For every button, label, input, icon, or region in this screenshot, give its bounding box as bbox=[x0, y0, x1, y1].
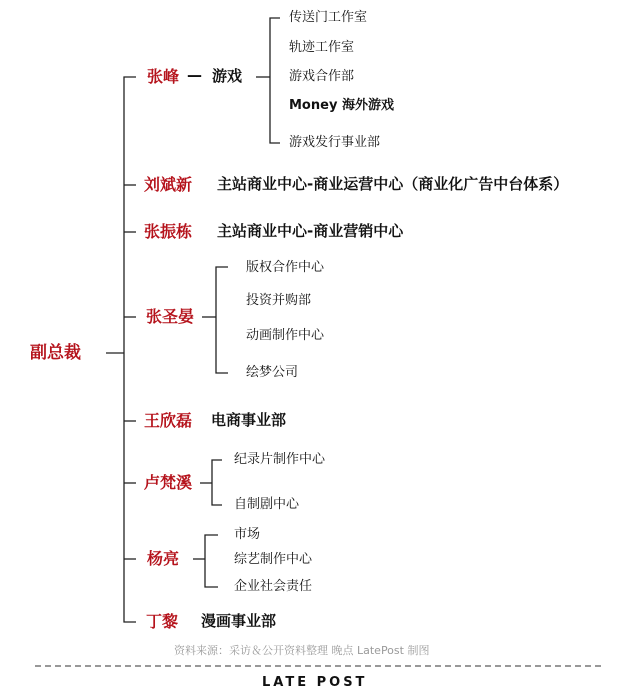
executive-name: 张振栋 bbox=[144, 222, 193, 241]
unit-label: 游戏合作部 bbox=[289, 69, 355, 84]
unit-label: 综艺制作中心 bbox=[234, 552, 313, 567]
unit-label: 漫画事业部 bbox=[201, 612, 277, 630]
executive-name: 卢梵溪 bbox=[144, 473, 193, 492]
executive-name: 王欣磊 bbox=[144, 411, 193, 430]
unit-label: 企业社会责任 bbox=[234, 579, 313, 594]
game-bracket bbox=[270, 18, 280, 143]
unit-label: 主站商业中心-商业运营中心（商业化广告中台体系） bbox=[217, 175, 569, 193]
unit-label: 动画制作中心 bbox=[246, 328, 325, 343]
zsy-bracket bbox=[216, 267, 228, 373]
executive-name: 张圣晏 bbox=[146, 307, 195, 326]
unit-label: 市场 bbox=[234, 527, 261, 542]
main-trunk bbox=[124, 77, 136, 622]
group-label: 游戏 bbox=[212, 67, 243, 85]
executive-name: 刘斌新 bbox=[144, 175, 193, 194]
brand-logo: LATE POST bbox=[262, 675, 368, 690]
lfx-bracket bbox=[212, 460, 222, 505]
unit-label: 电商事业部 bbox=[211, 411, 287, 429]
unit-label: Money 海外游戏 bbox=[289, 98, 394, 113]
root-title: 副总裁 bbox=[30, 343, 81, 363]
unit-label: 游戏发行事业部 bbox=[289, 135, 381, 150]
unit-label: 轨迹工作室 bbox=[289, 40, 355, 55]
executive-connector: — bbox=[187, 66, 202, 84]
executive-name: 张峰 bbox=[147, 67, 180, 86]
unit-label: 传送门工作室 bbox=[289, 10, 368, 25]
unit-label: 版权合作中心 bbox=[246, 260, 325, 275]
executive-name: 杨亮 bbox=[147, 549, 180, 568]
source-note: 资料来源：采访＆公开资料整理 晚点 LatePost 制图 bbox=[174, 644, 430, 657]
yl-bracket bbox=[205, 535, 218, 587]
unit-label: 绘梦公司 bbox=[246, 365, 299, 380]
executive-name: 丁黎 bbox=[146, 612, 179, 631]
unit-label: 纪录片制作中心 bbox=[234, 452, 326, 467]
unit-label: 主站商业中心-商业营销中心 bbox=[217, 222, 404, 240]
unit-label: 投资并购部 bbox=[246, 293, 312, 308]
unit-label: 自制剧中心 bbox=[234, 497, 300, 512]
